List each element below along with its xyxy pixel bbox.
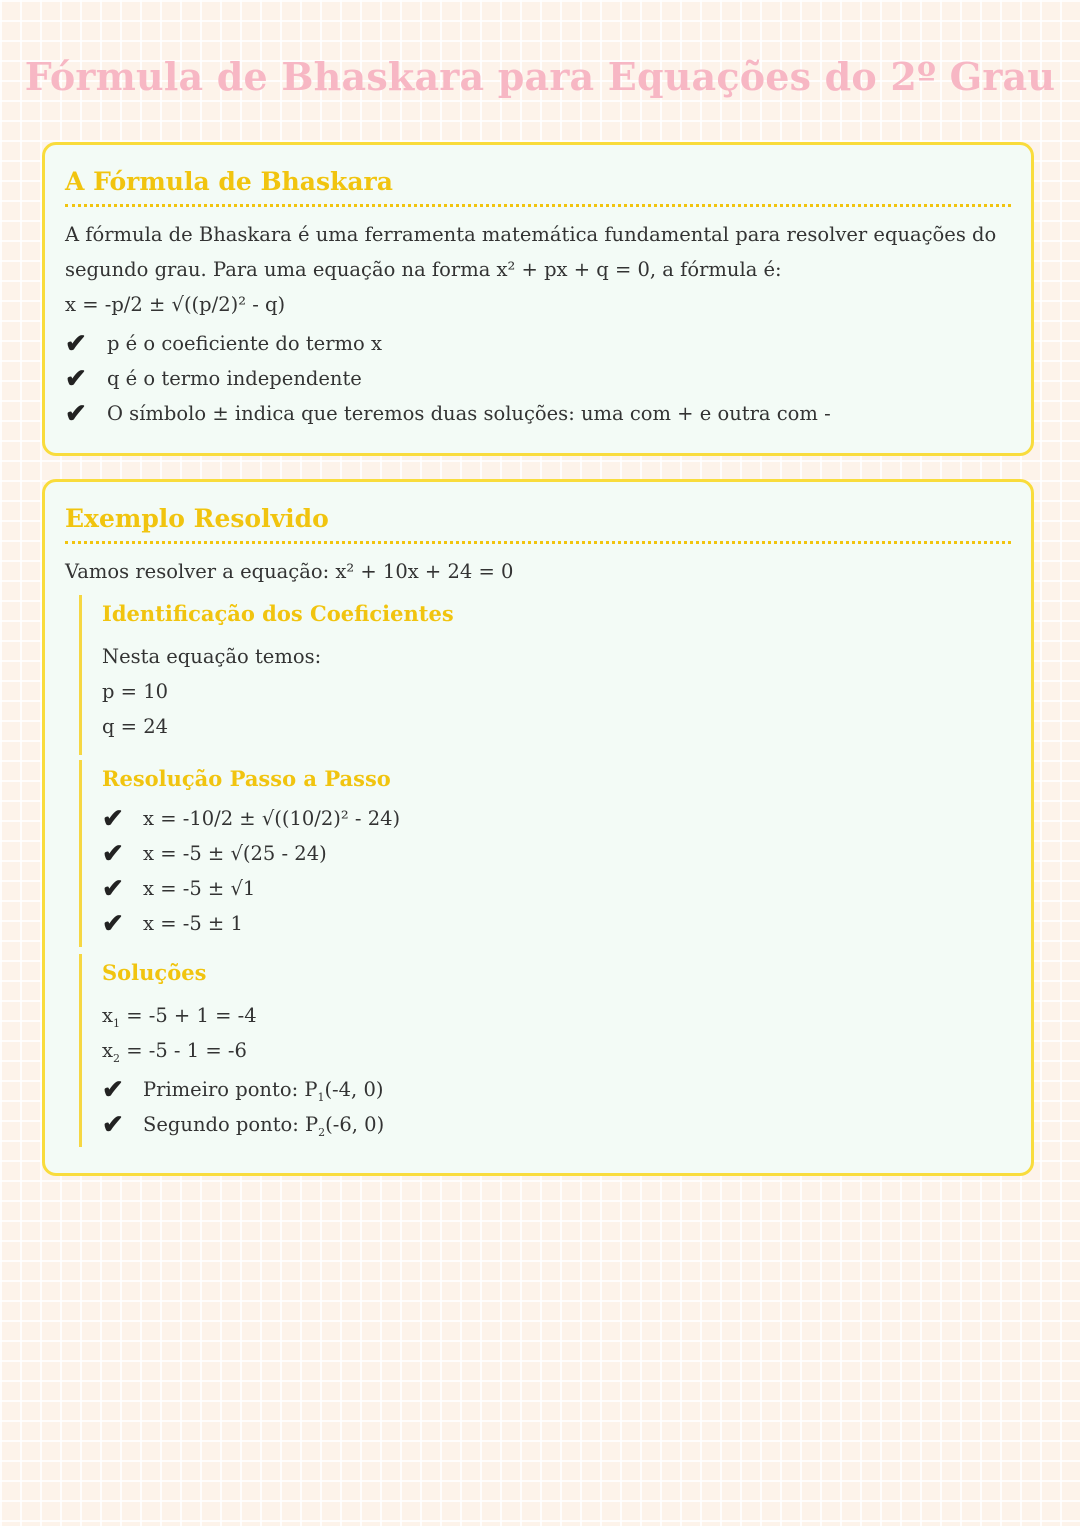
x2-subscript: 2: [113, 1051, 120, 1065]
steps-heading: Resolução Passo a Passo: [102, 766, 391, 791]
point-1: [143, 1078, 383, 1104]
example-card-heading: Exemplo Resolvido: [65, 504, 1011, 544]
x1-subscript: 1: [113, 1016, 120, 1030]
check-icon: ✔: [65, 364, 87, 394]
x1-var: x: [102, 1004, 113, 1027]
check-icon: ✔: [102, 1110, 124, 1140]
solution-x2: [102, 1039, 247, 1065]
step-4: x = -5 ± 1: [143, 912, 243, 935]
check-icon: ✔: [102, 1075, 124, 1105]
bullet-p: p é o coeficiente do termo x: [107, 332, 382, 355]
coefficients-section: [79, 595, 454, 755]
solution-x1: [102, 1004, 257, 1030]
example-intro: Vamos resolver a equação: x² + 10x + 24 = 0: [65, 560, 514, 583]
step-1: x = -10/2 ± √((10/2)² - 24): [143, 807, 401, 830]
bullet-plusminus: O símbolo ± indica que teremos duas soluções: uma com + e outra com -: [107, 402, 831, 425]
point-1-coords: (-4, 0): [324, 1078, 384, 1101]
intro-line-2: segundo grau. Para uma equação na forma x² + px + q = 0, a fórmula é:: [65, 258, 782, 281]
coefficient-q: q = 24: [102, 715, 169, 738]
solutions-heading: Soluções: [102, 960, 207, 985]
formula-line: x = -p/2 ± √((p/2)² - q): [65, 293, 286, 316]
point-1-label: Primeiro ponto: P: [143, 1078, 318, 1101]
coefficients-heading: Identificação dos Coeficientes: [102, 601, 454, 626]
formula-card: [42, 142, 1034, 456]
point-2-label: Segundo ponto: P: [143, 1113, 319, 1136]
bullet-q: q é o termo independente: [107, 367, 362, 390]
x1-value: = -5 + 1 = -4: [120, 1004, 257, 1027]
check-icon: ✔: [102, 874, 124, 904]
coefficient-p: p = 10: [102, 680, 169, 703]
point-2-subscript: 2: [318, 1125, 326, 1139]
page-title: Fórmula de Bhaskara para Equações do 2º Grau: [24, 54, 1056, 99]
steps-section: [79, 760, 401, 947]
intro-line-1: A fórmula de Bhaskara é uma ferramenta matemática fundamental para resolver equações do: [65, 223, 997, 246]
point-2: [143, 1113, 384, 1139]
step-2: x = -5 ± √(25 - 24): [143, 842, 327, 865]
point-1-subscript: 1: [317, 1090, 325, 1104]
check-icon: ✔: [65, 399, 87, 429]
check-icon: ✔: [65, 329, 87, 359]
check-icon: ✔: [102, 804, 124, 834]
example-card: [42, 479, 1034, 1176]
x2-var: x: [102, 1039, 113, 1062]
solutions-section: [79, 954, 385, 1147]
x2-value: = -5 - 1 = -6: [120, 1039, 247, 1062]
point-2-coords: (-6, 0): [325, 1113, 385, 1136]
check-icon: ✔: [102, 909, 124, 939]
step-3: x = -5 ± √1: [143, 877, 256, 900]
formula-card-heading: A Fórmula de Bhaskara: [65, 167, 1011, 207]
coefficients-lead: Nesta equação temos:: [102, 645, 322, 668]
check-icon: ✔: [102, 839, 124, 869]
